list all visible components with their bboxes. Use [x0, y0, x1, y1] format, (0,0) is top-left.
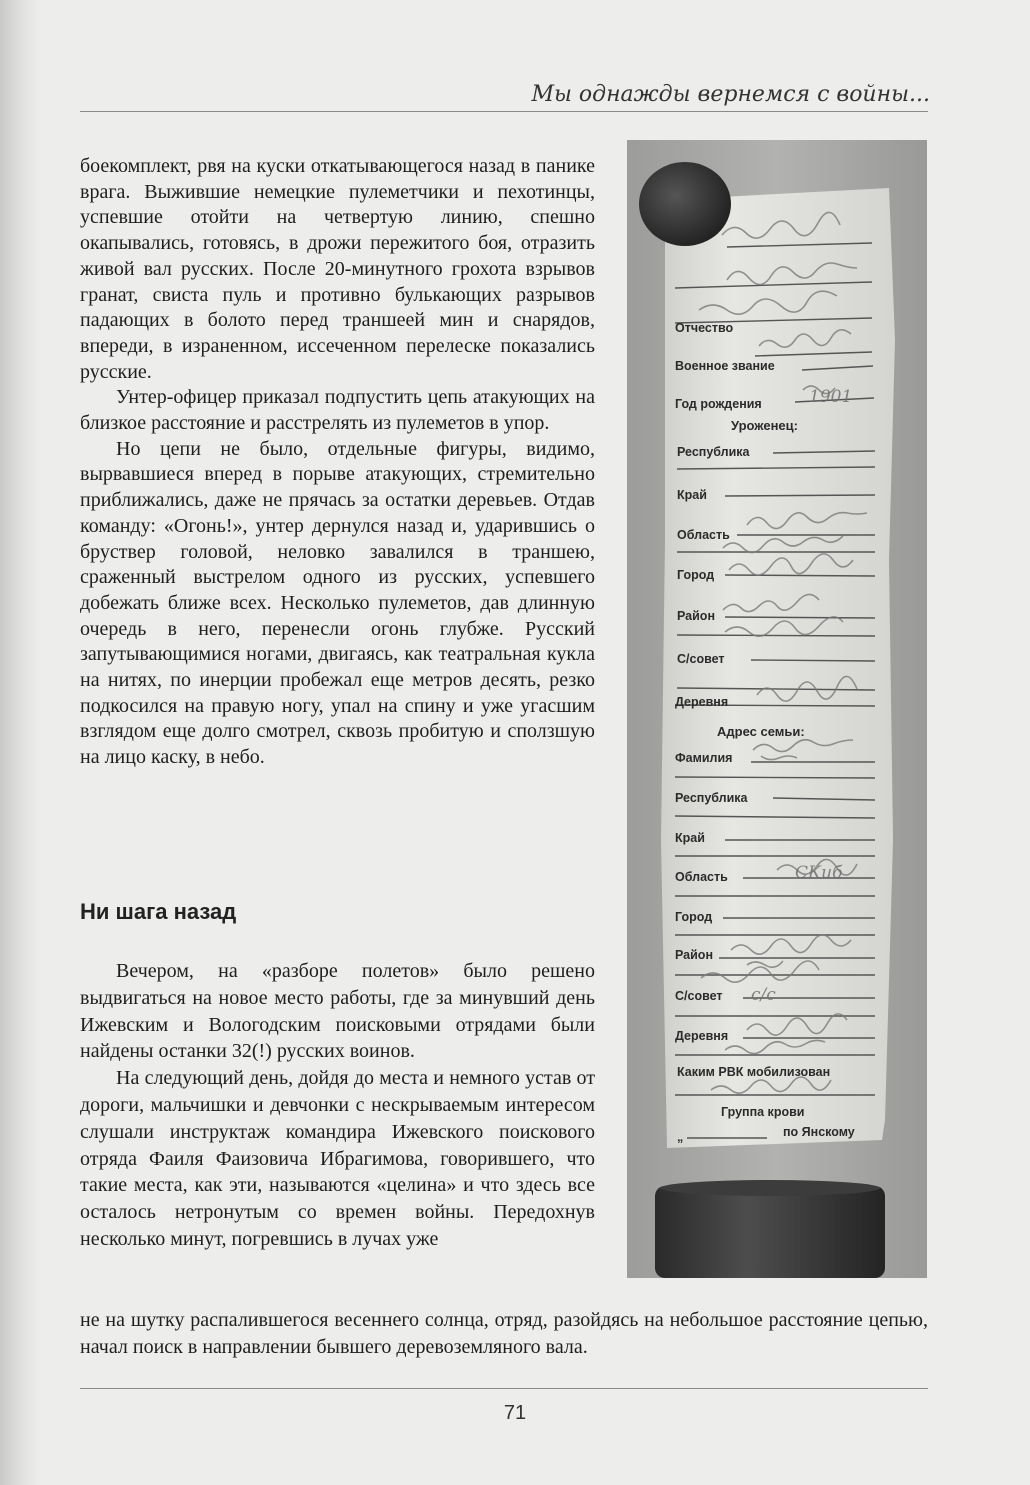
footer-rule: [80, 1388, 928, 1389]
paragraph: не на шутку распалившегося весеннего солнца, отряд, разойдясь на небольшое расстояние цепью, начал поиск в направлении бывшего деревоземляного вала.: [80, 1309, 928, 1358]
label-rvk: Каким РВК мобилизован: [677, 1065, 831, 1079]
label-birth-year: Год рождения: [675, 397, 762, 411]
paragraph: На следующий день, дойдя до места и немного устав от дороги, мальчишки и девчонки с нескрываемым интересом слушали инструктаж командира Ижевского поискового отряда Фаиля Фаизовича Ибрагимова, говорившего, что такие места, как эти, называются «целина» и что здесь все осталось нетронутым со времен войны. Передохнув несколько минут, погревшись в лучах уже: [80, 1067, 595, 1250]
medallion-photo: [627, 140, 927, 1278]
body-text-full-width: [80, 1307, 928, 1360]
paragraph: Но цепи не было, отдельные фигуры, видимо, вырвавшиеся вперед в порыве атакующих, стремительно приближались, даже не прячась за остатки деревьев. Отдав команду: «Огонь!», унтер дернулся назад и, ударившись о бруствер головой, неловко завалился в траншею, сраженный выстрелом одного из русских, успевшего добежать ближе всех. Несколько пулеметов, дав длинную очередь в него, перенесли огонь глубже. Русский запутывающимися ногами, двигаясь, как театральная кукла на нитях, по инерции пробежал еще метров десять, резко подкосился на правую ногу, упал на спину и уже угасшим взглядом еще долго смотрел, сквозь пробитую и сползшую на лицо каску, в небо.: [80, 437, 595, 769]
label-blood-group: Группа крови: [721, 1105, 805, 1119]
label-raion: Район: [677, 609, 715, 623]
label-selsovet: С/совет: [677, 652, 725, 666]
page-number: 71: [503, 1402, 527, 1424]
handwriting-selsovet: с/с: [751, 985, 776, 1005]
medallion-svg: [627, 140, 927, 1278]
handwriting-birth-year: 1901: [809, 387, 853, 407]
label-republic: Республика: [677, 445, 750, 459]
body-text-top: [80, 154, 595, 771]
paragraph: Вечером, на «разборе полетов» было решено выдвигаться на новое место работы, где за минувший день Ижевским и Вологодским поисковыми отрядами были найдены останки 32(!) русских воинов.: [80, 960, 595, 1063]
label-republic-2: Республика: [675, 791, 748, 805]
label-oblast-2: Область: [675, 870, 728, 884]
label-krai: Край: [677, 488, 707, 502]
label-selsovet-2: С/совет: [675, 989, 723, 1003]
handwriting-oblast: СКиб: [795, 863, 843, 883]
section-title: Ни шага назад: [80, 899, 237, 924]
label-oblast: Область: [677, 528, 730, 542]
label-patronymic: Отчество: [675, 321, 734, 335]
label-blood-by: по Янскому: [783, 1125, 855, 1139]
paragraph: Унтер-офицер приказал подпустить цепь атакующих на близкое расстояние и расстрелять из пулеметов в упор.: [80, 386, 595, 435]
label-blood-prefix: „: [677, 1130, 684, 1144]
label-surname: Фамилия: [675, 751, 733, 765]
paragraph: боекомплект, рвя на куски откатывающегося назад в панике врага. Выжившие немецкие пулеметчики и пехотинцы, успевшие отойти на четвертую линию, спешно окапывались, готовясь, в дрожи пережитого боя, отразить живой вал русских. После 20-минутного грохота взрывов гранат, свиста пуль и противно булькающих разрывов падающих в болото перед траншеей мин и снарядов, впереди, в израненном, иссеченном перелеске показались русские.: [80, 155, 595, 383]
header-rule: [80, 111, 928, 112]
label-city-2: Город: [675, 910, 713, 924]
label-city: Город: [677, 568, 715, 582]
label-native-of: Уроженец:: [731, 418, 798, 433]
label-krai-2: Край: [675, 831, 705, 845]
capsule-cap: [639, 162, 731, 246]
running-head: Мы однажды вернемся с войны...: [531, 82, 930, 107]
label-rank: Военное звание: [675, 359, 775, 373]
body-text-bottom: [80, 958, 595, 1253]
capsule-tube: [655, 1186, 885, 1278]
label-village-2: Деревня: [675, 1029, 729, 1043]
label-village: Деревня: [675, 695, 729, 709]
label-family-address: Адрес семьи:: [717, 724, 805, 739]
label-raion-2: Район: [675, 948, 713, 962]
page-edge-shadow: [0, 0, 40, 1485]
